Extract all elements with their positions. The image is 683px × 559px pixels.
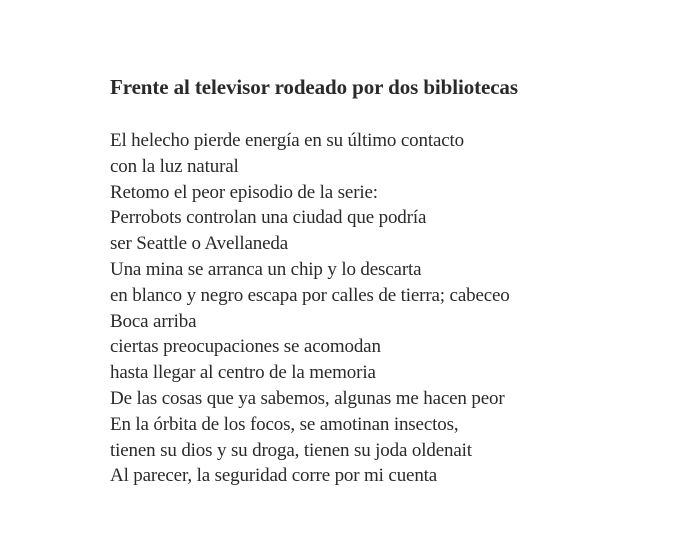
poem-line: El helecho pierde energía en su último contacto (110, 130, 464, 151)
poem-title: Frente al televisor rodeado por dos bibliotecas (110, 75, 518, 99)
poem-body (110, 128, 510, 489)
poem-line: Retomo el peor episodio de la serie: (110, 181, 378, 203)
poem-line: en blanco y negro escapa por calles de tierra; cabeceo (110, 284, 510, 306)
poem-line: hasta llegar al centro de la memoria (110, 362, 376, 384)
poem-line: ciertas preocupaciones se acomodan (110, 336, 381, 358)
poem-line: con la luz natural (110, 155, 239, 177)
poem-line: Al parecer, la seguridad corre por mi cuenta (110, 465, 438, 487)
poem-line: tienen su dios y su droga, tienen su joda oldenait (110, 439, 472, 461)
poem-line: Boca arriba (110, 310, 197, 332)
poem-line: De las cosas que ya sabemos, algunas me hacen peor (110, 387, 505, 409)
poem-line: Perrobots controlan una ciudad que podría (110, 207, 427, 229)
poem-line: En la órbita de los focos, se amotinan insectos, (110, 413, 459, 435)
poem-line: ser Seattle o Avellaneda (110, 233, 289, 255)
poem-line: Una mina se arranca un chip y lo descarta (110, 258, 422, 280)
